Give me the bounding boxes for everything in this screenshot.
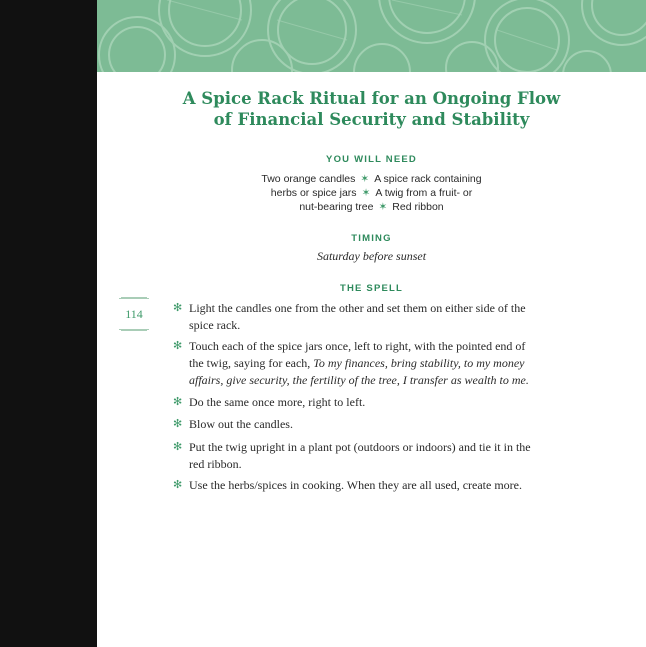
decorative-coin-banner: [97, 0, 646, 72]
you-will-need-heading: YOU WILL NEED: [326, 154, 417, 165]
book-page: [97, 0, 646, 647]
asterisk-bullet-icon: ✻: [173, 479, 183, 491]
need-item-ribbon: Red ribbon: [392, 201, 444, 213]
list-item: [175, 439, 535, 473]
step-text: Put the twig upright in a plant pot (outdoors or indoors) and tie it in the red ribbon.: [189, 440, 531, 471]
need-item-twig-cont: nut-bearing tree: [299, 201, 374, 213]
step-text: [175, 338, 535, 389]
need-item-spice-rack-cont: herbs or spice jars: [270, 187, 357, 199]
asterisk-bullet-icon: ✻: [173, 418, 183, 430]
page-title-line-2: of Financial Security and Stability: [213, 110, 530, 129]
need-item-twig-part: A twig from a fruit- or: [375, 187, 473, 199]
needs-line-1: [97, 172, 646, 186]
star-separator-icon: ✶: [360, 173, 370, 185]
step-text: Do the same once more, right to left.: [189, 395, 366, 409]
step-text: Use the herbs/spices in cooking. When they are all used, create more.: [189, 478, 522, 492]
list-item: [175, 300, 535, 334]
list-item: [175, 416, 535, 433]
timing-heading: TIMING: [351, 233, 392, 244]
step-text: Blow out the candles.: [189, 417, 293, 431]
coins-pattern-icon: [97, 0, 646, 72]
need-item-candles: Two orange candles: [261, 173, 356, 185]
asterisk-bullet-icon: ✻: [173, 441, 183, 453]
need-item-spice-rack-part: A spice rack containing: [374, 173, 482, 185]
incantation-text: To my finances, bring stability, to my money affairs, give security, the fertility of the tree, I transfer as wealth to me.: [189, 356, 529, 387]
step-text-plain: Touch each of the spice jars once, left to right, with the pointed end of the twig, saying for each,: [189, 339, 526, 370]
spell-heading: THE SPELL: [339, 283, 404, 294]
step-text: Light the candles one from the other and set them on either side of the spice rack.: [189, 301, 526, 332]
page-title-line-1: A Spice Rack Ritual for an Ongoing Flow: [182, 89, 561, 108]
page-number: 114: [119, 298, 149, 330]
timing-value: Saturday before sunset: [316, 249, 427, 263]
star-separator-icon: ✶: [378, 201, 388, 213]
asterisk-bullet-icon: ✻: [173, 396, 183, 408]
asterisk-bullet-icon: ✻: [173, 340, 183, 352]
list-item: [175, 394, 535, 411]
list-item: [175, 338, 535, 389]
needs-line-3: [97, 200, 646, 214]
star-separator-icon: ✶: [361, 187, 371, 199]
asterisk-bullet-icon: ✻: [173, 302, 183, 314]
needs-line-2: [97, 186, 646, 200]
list-item: [175, 477, 535, 494]
